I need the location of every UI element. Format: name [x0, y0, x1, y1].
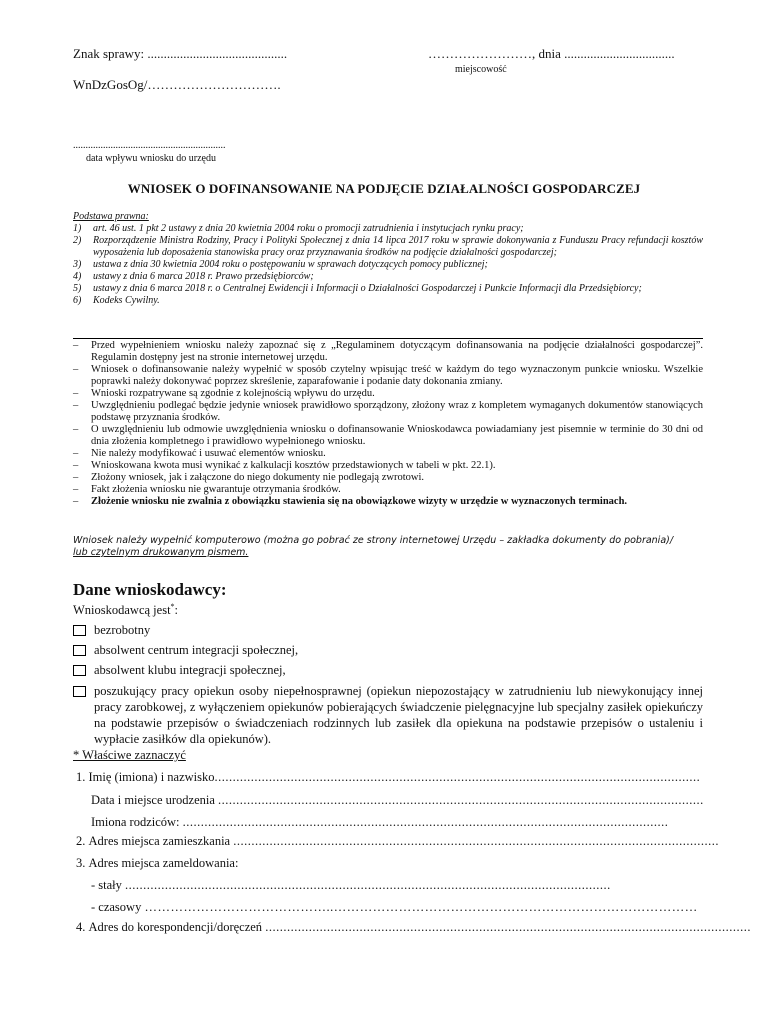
bullet-dash: – [73, 460, 79, 471]
applicant-section-heading: Dane wnioskodawcy: [73, 580, 227, 599]
section-divider [73, 338, 703, 339]
legal-item-number: 3) [73, 259, 82, 270]
legal-item-text: ustawy z dnia 6 marca 2018 r. Prawo przedsiębiorców; [93, 271, 314, 282]
instruction-text: Wnioskowana kwota musi wynikać z kalkulacji kosztów przedstawionych w tabeli w pkt. 22.1). [91, 460, 496, 471]
field-dots: ……………………………………..………………………………………………………………………… [144, 900, 698, 914]
checkbox[interactable] [73, 625, 86, 636]
footnote: * Właściwe zaznaczyć [73, 748, 186, 762]
checkbox[interactable] [73, 686, 86, 697]
field-correspondence-address[interactable] [76, 920, 751, 935]
instruction-text: Przed wypełnieniem wniosku należy zapoznać się z „Regulaminem dotyczącym dofinansowania na podjęcie działalności gospodarczej”. Regulamin dostępny jest na stronie internetowej urzędu. [91, 340, 703, 363]
field-temporary-address[interactable] [91, 900, 700, 915]
instruction-text: Nie należy modyfikować i usuwać elementów wniosku. [91, 448, 326, 459]
bullet-dash: – [73, 448, 79, 459]
document-title: WNIOSEK O DOFINANSOWANIE NA PODJĘCIE DZIAŁALNOŚCI GOSPODARCZEJ [127, 181, 641, 196]
instruction-text: Wnioski rozpatrywane są zgodnie z kolejnością wpływu do urzędu. [91, 388, 375, 399]
legal-basis-heading: Podstawa prawna: [73, 211, 149, 222]
legal-item-text: Rozporządzenie Ministra Rodziny, Pracy i Polityki Społecznej z dnia 14 lipca 2017 roku w sprawie dokonywania z Funduszu Pracy refundacji kosztów wyposażenia lub doposażenia stanowiska pracy oraz przyznawania środków na podjęcie działalności gospodarczej; [93, 235, 703, 258]
instruction-item [73, 460, 703, 472]
field-birth-date-place[interactable] [91, 793, 704, 808]
applicant-type-colon: : [174, 603, 179, 618]
legal-item-number: 1) [73, 223, 82, 234]
field-label: - stały [91, 878, 122, 892]
field-dots: ...................................................................................................................................... [265, 920, 751, 934]
option-kis-graduate[interactable] [73, 662, 703, 678]
applicant-type-label [73, 602, 178, 618]
instruction-item [73, 448, 703, 460]
bullet-dash: – [73, 424, 79, 435]
field-dots: ...................................................................................................................................... [125, 878, 611, 892]
receipt-date-field[interactable]: ............................................................. [73, 140, 226, 151]
field-permanent-address[interactable] [91, 878, 700, 893]
place-date-field[interactable]: ……………………, dnia .................................. [428, 46, 675, 61]
option-label: absolwent centrum integracji społecznej, [94, 643, 299, 657]
checkbox[interactable] [73, 645, 86, 656]
legal-item-number: 6) [73, 295, 82, 306]
field-dots: ...................................................................................................................................... [233, 834, 719, 848]
instruction-item [73, 340, 703, 364]
instruction-text: Fakt złożenia wniosku nie gwarantuje otrzymania środków. [91, 484, 341, 495]
option-cis-graduate[interactable] [73, 642, 703, 658]
field-number: 4. [76, 920, 86, 934]
bullet-dash: – [73, 484, 79, 495]
field-label: Adres miejsca zameldowania: [88, 856, 239, 870]
option-label: bezrobotny [94, 623, 151, 637]
instruction-item-important [73, 496, 703, 508]
instruction-text: Złożony wniosek, jak i załączone do niego dokumenty nie podlegają zwrotowi. [91, 472, 424, 483]
instruction-item [73, 400, 703, 424]
legal-basis-item [73, 283, 703, 295]
instructions-list [73, 340, 703, 508]
option-label: poszukujący pracy opiekun osoby niepełnosprawnej (opiekun niepozostający w zatrudnieniu lub niewykonujący innej pracy zarobkowej, z wyłączeniem opiekunów pobierających świadczenie pielęgnacyjne lub specjalny zasiłek opiekuńczy na podstawie przepisów o świadczeniach rodzinnych lub zasiłek dla opiekuna na podstawie przepisów o ustaleniu i wypłacie zasiłków dla opiekunów). [94, 684, 703, 746]
instruction-item [73, 472, 703, 484]
legal-item-text: ustawy z dnia 6 marca 2018 r. o Centralnej Ewidencji i Informacji o Działalności Gospodarczej i Punkcie Informacji dla Przedsiębiorcy; [93, 283, 642, 294]
field-registration-address [76, 856, 700, 871]
legal-item-number: 5) [73, 283, 82, 294]
legal-basis [73, 211, 703, 307]
legal-basis-item [73, 223, 703, 235]
bullet-dash: – [73, 388, 79, 399]
field-label: Imiona rodziców: [91, 815, 180, 829]
legal-basis-item [73, 259, 703, 271]
checkbox[interactable] [73, 665, 86, 676]
legal-item-text: Kodeks Cywilny. [93, 295, 160, 306]
instruction-text: Uwzględnieniu podlegać będzie jedynie wniosek prawidłowo sporządzony, złożony wraz z kompletem wymaganych dokumentów stanowiących podstawę przyznania środków. [91, 400, 703, 423]
field-dots: ...................................................................................................................................... [214, 770, 701, 784]
legal-basis-item [73, 295, 703, 307]
instruction-item [73, 388, 703, 400]
field-full-name[interactable] [76, 770, 700, 785]
case-number-label: Znak sprawy: [73, 46, 145, 61]
case-number-field[interactable]: ........................................... [147, 46, 288, 61]
bullet-dash: – [73, 400, 79, 411]
fill-instruction [73, 535, 703, 559]
footnote-mark: * [170, 602, 175, 611]
legal-item-number: 2) [73, 235, 82, 246]
legal-basis-item [73, 271, 703, 283]
bullet-dash: – [73, 340, 79, 351]
field-label: - czasowy [91, 900, 142, 914]
instruction-text: O uwzględnieniu lub odmowie uwzględnienia wniosku o dofinansowanie Wnioskodawca powiadamiany jest pisemnie w terminie do 30 dni od dnia złożenia kompletnego i prawidłowo wypełnionego wniosku. [91, 424, 703, 447]
field-number: 2. [76, 834, 86, 848]
field-dots: ...................................................................................................................................... [218, 793, 704, 807]
receipt-date-caption: data wpływu wniosku do urzędu [86, 153, 216, 164]
instruction-item [73, 424, 703, 448]
option-unemployed[interactable] [73, 622, 703, 638]
bullet-dash: – [73, 364, 79, 375]
field-residence-address[interactable] [76, 834, 719, 849]
case-number-row [73, 46, 287, 62]
fill-instruction-line: lub czytelnym drukowanym pismem. [73, 547, 249, 558]
instruction-item [73, 364, 703, 388]
legal-basis-item [73, 235, 703, 259]
bullet-dash: – [73, 496, 79, 507]
field-parents-names[interactable] [91, 815, 700, 830]
fill-instruction-line: Wniosek należy wypełnić komputerowo (można go pobrać ze strony internetowej Urzędu – zakładka dokumenty do pobrania)/ [73, 535, 674, 546]
field-dots: ...................................................................................................................................... [182, 815, 669, 829]
field-number: 1. [76, 770, 86, 784]
option-label: absolwent klubu integracji społecznej, [94, 663, 286, 677]
place-caption: miejscowość [455, 64, 507, 75]
field-number: 3. [76, 856, 86, 870]
field-label: Data i miejsce urodzenia [91, 793, 215, 807]
instruction-text: Wniosek o dofinansowanie należy wypełnić w sposób czytelny wpisując treść w każdym do tego wyznaczonym punkcie wniosku. Wszelkie poprawki należy dokonywać poprzez skreślenie, zaparafowanie i podanie daty dokonania zmiany. [91, 364, 703, 387]
bullet-dash: – [73, 472, 79, 483]
field-label: Adres miejsca zamieszkania [88, 834, 231, 848]
instruction-item [73, 484, 703, 496]
field-label: Adres do korespondencji/doręczeń [88, 920, 263, 934]
applicant-type-text: Wnioskodawcą jest [73, 603, 171, 618]
legal-item-number: 4) [73, 271, 82, 282]
option-disabled-caregiver[interactable] [73, 683, 703, 747]
reference-number-field[interactable]: WnDzGosOg/…………………………. [73, 77, 281, 92]
instruction-text: Złożenie wniosku nie zwalnia z obowiązku stawienia się na obowiązkowe wizyty w urzędzie w wyznaczonych terminach. [91, 496, 628, 507]
legal-item-text: art. 46 ust. 1 pkt 2 ustawy z dnia 20 kwietnia 2004 roku o promocji zatrudnienia i instytucjach rynku pracy; [93, 223, 524, 234]
legal-item-text: ustawa z dnia 30 kwietnia 2004 roku o postępowaniu w sprawach dotyczących pomocy publicznej; [93, 259, 488, 270]
field-label: Imię (imiona) i nazwisko [88, 770, 215, 784]
